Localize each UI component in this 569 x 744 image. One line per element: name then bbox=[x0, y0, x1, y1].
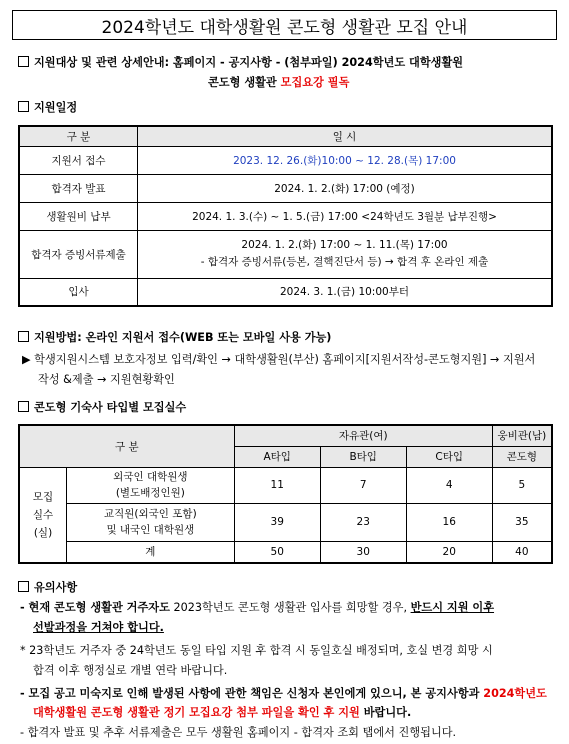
quota-cell: 30 bbox=[320, 541, 406, 563]
checkbox-square-icon bbox=[18, 401, 29, 412]
checkbox-square-icon bbox=[18, 101, 29, 112]
note-1-line2: 선발과정을 거쳐야 합니다. bbox=[33, 621, 164, 634]
note-1-plain: 2023학년도 콘도형 생활관 입사를 희망할 경우, bbox=[169, 601, 411, 614]
checkbox-square-icon bbox=[18, 581, 29, 592]
note-1-underline: 반드시 지원 이후 bbox=[410, 601, 495, 614]
schedule-table bbox=[18, 125, 553, 307]
schedule-heading bbox=[18, 100, 77, 116]
schedule-value-line2: - 합격자 증빙서류(등본, 결핵진단서 등) → 합격 후 온라인 제출 bbox=[200, 256, 489, 268]
method-line1-text: 학생지원시스템 보호자정보 입력/확인 → 대학생활원(부산) 홈페이지[지원서작성-콘도형지원] → 지원서 bbox=[34, 353, 536, 366]
table-row bbox=[19, 278, 552, 306]
schedule-value: 2024. 1. 2.(화) 17:00 (예정) bbox=[138, 174, 553, 202]
schedule-label: 입사 bbox=[19, 278, 138, 306]
quota-cell: 50 bbox=[234, 541, 320, 563]
table-row bbox=[19, 174, 552, 202]
table-row bbox=[19, 467, 552, 503]
table-row bbox=[19, 230, 552, 278]
note-3-tail: 바랍니다. bbox=[359, 706, 412, 719]
quota-cell: 35 bbox=[492, 503, 552, 541]
notes-heading-text: 유의사항 bbox=[34, 581, 78, 594]
note-3-line2 bbox=[33, 705, 411, 721]
table-row bbox=[19, 541, 552, 563]
target-info-line1 bbox=[18, 55, 463, 71]
bullet-triangle-icon: ▶ bbox=[22, 353, 31, 366]
note-4: - 합격자 발표 및 추후 서류제출은 모두 생활원 홈페이지 - 합격자 조회 탭에서 진행됩니다. bbox=[20, 726, 457, 739]
quota-cell: 5 bbox=[492, 467, 552, 503]
note-3-red-line2: 대학생활원 콘도형 생활관 정기 모집요강 첨부 파일을 확인 후 지원 bbox=[33, 706, 360, 719]
schedule-label: 합격자 증빙서류제출 bbox=[19, 230, 138, 278]
method-heading-text: 지원방법: 온라인 지원서 접수(WEB 또는 모바일 사용 가능) bbox=[34, 331, 332, 344]
schedule-value: 2023. 12. 26.(화)10:00 ~ 12. 28.(목) 17:00 bbox=[138, 146, 553, 174]
quota-cell: 7 bbox=[320, 467, 406, 503]
quota-type-a: A타입 bbox=[234, 446, 320, 467]
quota-cell: 20 bbox=[406, 541, 492, 563]
note-3-line1 bbox=[20, 686, 547, 702]
page-title: 2024학년도 대학생활원 콘도형 생활관 모집 안내 bbox=[12, 10, 557, 40]
schedule-label: 생활원비 납부 bbox=[19, 202, 138, 230]
checkbox-square-icon bbox=[18, 331, 29, 342]
quota-table bbox=[18, 424, 553, 564]
quota-building-male: 웅비관(남) bbox=[492, 425, 552, 446]
note-1-bold: - 현재 콘도형 생활관 거주자도 bbox=[20, 601, 170, 614]
quota-cell: 23 bbox=[320, 503, 406, 541]
schedule-value: 2024. 1. 3.(수) ~ 1. 5.(금) 17:00 <24학년도 3월분 납부진행> bbox=[138, 202, 553, 230]
quota-cell: 40 bbox=[492, 541, 552, 563]
schedule-col-datetime: 일 시 bbox=[138, 126, 553, 146]
quota-row-group: 모집 실수 (실) bbox=[19, 467, 67, 563]
quota-row-label: 계 bbox=[67, 541, 235, 563]
note-3-red: 2024학년도 bbox=[483, 687, 547, 700]
table-row bbox=[19, 146, 552, 174]
method-heading bbox=[18, 330, 331, 346]
schedule-heading-text: 지원일정 bbox=[34, 101, 78, 114]
method-line1 bbox=[22, 352, 535, 368]
target-info-plain: 콘도형 생활관 bbox=[208, 76, 281, 89]
quota-type-b: B타입 bbox=[320, 446, 406, 467]
checkbox-square-icon bbox=[18, 56, 29, 67]
quota-heading-text: 콘도형 기숙사 타입별 모집실수 bbox=[34, 401, 187, 414]
note-2-line1: * 23학년도 거주자 중 24학년도 동일 타입 지원 후 합격 시 동일호실 배정되며, 호실 변경 희망 시 bbox=[20, 644, 493, 657]
quota-header-group: 구 분 bbox=[19, 425, 234, 467]
quota-row-label: 외국인 대학원생 (별도배정인원) bbox=[67, 467, 235, 503]
target-info-line2 bbox=[208, 75, 349, 91]
quota-cell: 11 bbox=[234, 467, 320, 503]
notes-heading bbox=[18, 580, 77, 596]
quota-cell: 39 bbox=[234, 503, 320, 541]
schedule-value-line1: 2024. 1. 2.(화) 17:00 ~ 1. 11.(목) 17:00 bbox=[241, 239, 448, 251]
quota-cell: 4 bbox=[406, 467, 492, 503]
note-1-line1 bbox=[20, 600, 494, 616]
table-row bbox=[19, 202, 552, 230]
quota-type-condo: 콘도형 bbox=[492, 446, 552, 467]
quota-row-label: 교직원(외국인 포함) 및 내국인 대학원생 bbox=[67, 503, 235, 541]
schedule-label: 지원서 접수 bbox=[19, 146, 138, 174]
schedule-col-category: 구 분 bbox=[19, 126, 138, 146]
target-info-emphasis: 모집요강 필독 bbox=[280, 76, 350, 89]
note-3-text: - 모집 공고 미숙지로 인해 발생된 사항에 관한 책임은 신청자 본인에게 있으니, 본 공지사항과 bbox=[20, 687, 484, 700]
target-info-text: 지원대상 및 관련 상세안내: 홈페이지 - 공지사항 - (첨부파일) 2024학년도 대학생활원 bbox=[34, 56, 464, 69]
quota-type-c: C타입 bbox=[406, 446, 492, 467]
schedule-value: 2024. 3. 1.(금) 10:00부터 bbox=[138, 278, 553, 306]
schedule-label: 합격자 발표 bbox=[19, 174, 138, 202]
quota-cell: 16 bbox=[406, 503, 492, 541]
note-2-line2: 합격 이후 행정실로 개별 연락 바랍니다. bbox=[33, 664, 228, 677]
schedule-value bbox=[138, 230, 553, 278]
quota-heading bbox=[18, 400, 186, 416]
method-line2: 작성 &제출 → 지원현황확인 bbox=[38, 373, 175, 386]
table-row bbox=[19, 503, 552, 541]
quota-building-female: 자유관(여) bbox=[234, 425, 492, 446]
